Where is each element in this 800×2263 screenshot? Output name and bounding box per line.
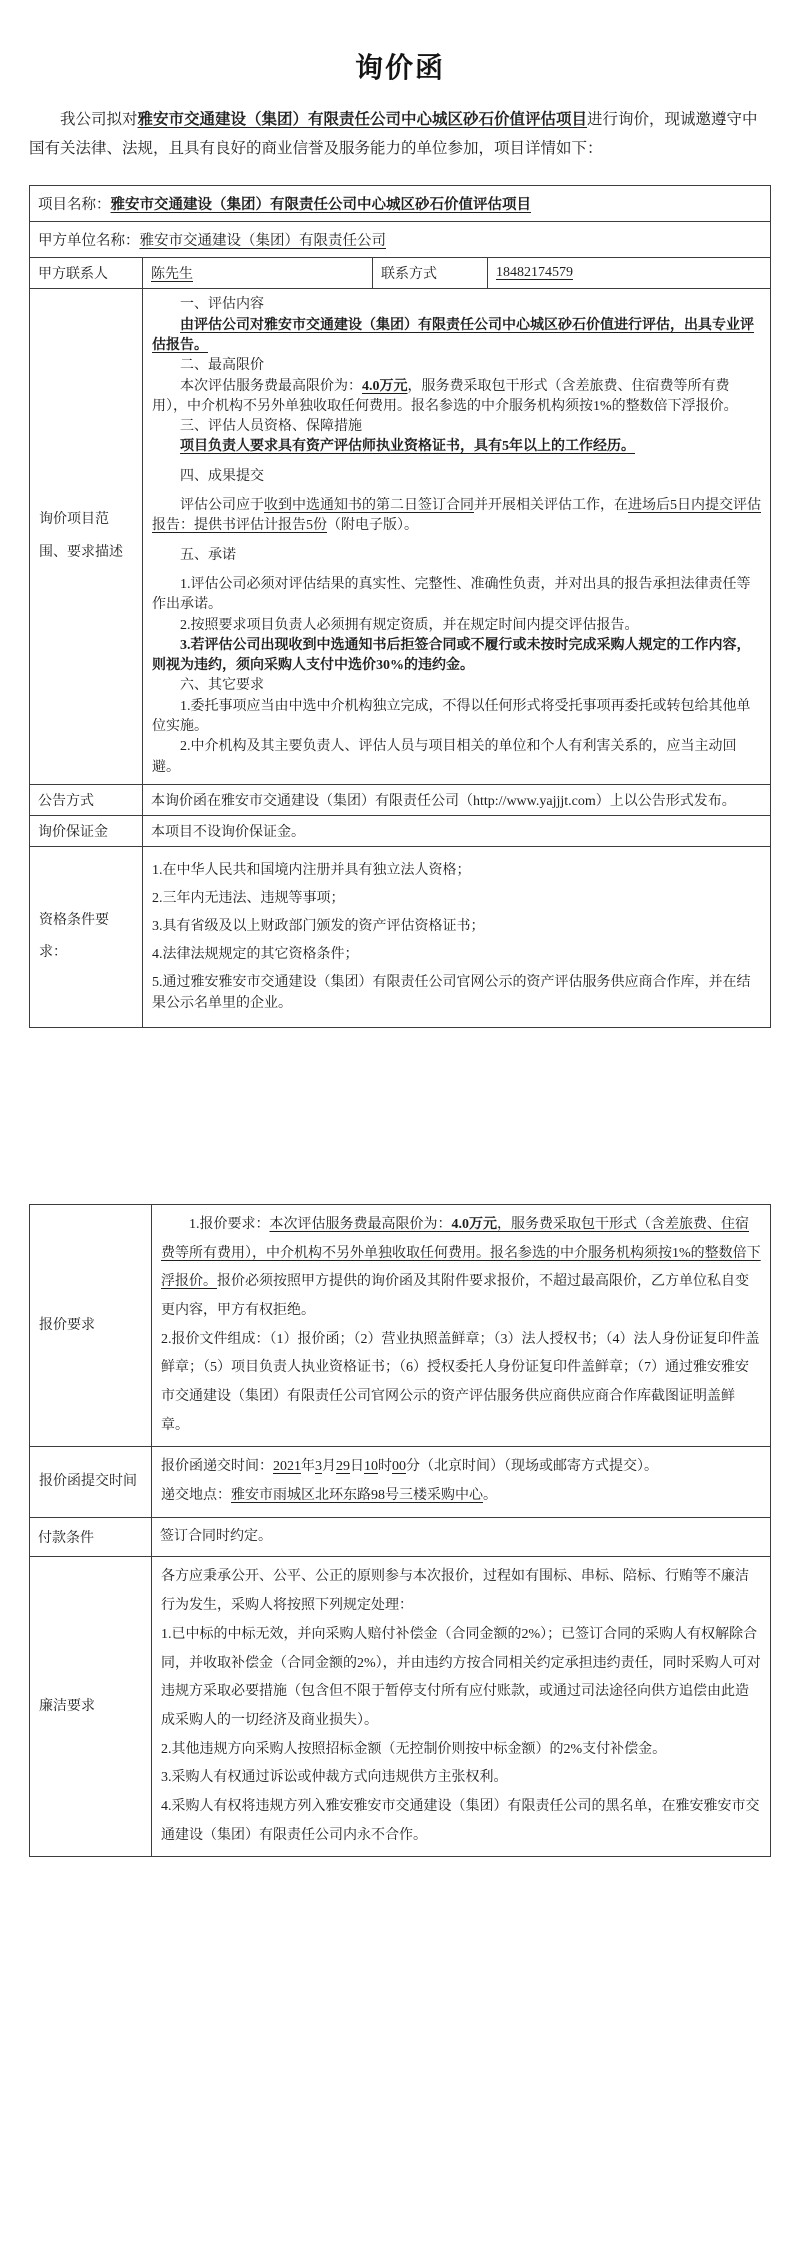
paragraph — [152, 972, 761, 1014]
quote-requirements-label-cell: 报价要求 — [30, 1204, 152, 1447]
paragraph — [161, 1326, 761, 1441]
announcement-value-cell: 本询价函在雅安市交通建设（集团）有限责任公司（http://www.yajjjt.com）上以公告形式发布。 — [143, 784, 771, 815]
intro-prefix: 我公司拟对 — [60, 111, 138, 128]
text-segment: 2.三年内无违法、违规等事项； — [152, 890, 345, 906]
text-segment: 3.具有省级及以上财政部门颁发的资产评估资格证书； — [152, 918, 485, 934]
paragraph — [161, 1793, 761, 1850]
paragraph — [161, 1453, 761, 1482]
row-qualification — [30, 846, 771, 1027]
text-segment: 4.0万元 — [451, 1216, 497, 1232]
quote-requirements-content-cell — [152, 1204, 771, 1447]
party-a-unit-cell — [30, 222, 771, 258]
text-segment: 四、成果提交 — [180, 468, 264, 484]
text-segment: 报价函递交时间： — [161, 1459, 273, 1475]
text-segment: 3 — [315, 1459, 322, 1475]
text-segment: 4.0万元 — [362, 378, 408, 394]
row-project-name — [30, 186, 771, 222]
text-segment: 收到中选通知书的第二日签订合同 — [264, 498, 474, 514]
scope-content-cell — [143, 289, 771, 785]
paragraph — [152, 697, 761, 738]
paragraph — [152, 616, 761, 636]
text-segment: 3.采购人有权通过诉讼或仲裁方式向违规供方主张权利。 — [161, 1770, 508, 1786]
row-payment-terms — [30, 1517, 771, 1557]
text-segment: 项目负责人要求具有资产评估师执业资格证书，具有5年以上的工作经历。 — [180, 439, 635, 455]
text-segment: 2.中介机构及其主要负责人、评估人员与项目相关的单位和个人有利害关系的，应当主动回避。 — [152, 739, 737, 775]
text-segment: 1.在中华人民共和国境内注册并具有独立法人资格； — [152, 862, 471, 878]
party-a-unit-label: 甲方单位名称： — [38, 233, 140, 250]
scope-label-cell: 询价项目范围、要求描述 — [30, 289, 143, 785]
paragraph — [152, 575, 761, 616]
row-submit-time — [30, 1447, 771, 1517]
paragraph — [161, 1736, 761, 1765]
contact-phone: 18482174579 — [496, 265, 573, 281]
phone-cell — [488, 258, 771, 289]
row-scope — [30, 289, 771, 785]
contact-name-cell — [143, 258, 373, 289]
text-segment: 由评估公司对雅安市交通建设（集团）有限责任公司中心城区砂石价值进行评估，出具专业评估报告。 — [152, 317, 754, 353]
text-segment: 分 — [406, 1459, 420, 1475]
text-segment: 六、其它要求 — [180, 678, 264, 694]
text-segment: 评估公司应于 — [180, 498, 264, 514]
document-title: 询价函 — [354, 53, 445, 84]
paragraph — [152, 377, 761, 418]
intro-project-name: 雅安市交通建设（集团）有限责任公司中心城区砂石价值评估项目 — [137, 111, 588, 128]
qualification-label-cell: 资格条件要求： — [30, 846, 143, 1027]
party-a-unit-value: 雅安市交通建设（集团）有限责任公司 — [139, 233, 386, 250]
text-segment: 4.法律法规规定的其它资格条件； — [152, 946, 359, 962]
payment-terms-value-cell: 签订合同时约定。 — [152, 1517, 771, 1557]
project-name-value: 雅安市交通建设（集团）有限责任公司中心城区砂石价值评估项目 — [110, 197, 531, 214]
text-segment: 并开展相关评估工作，在 — [474, 498, 628, 514]
deposit-value-cell: 本项目不设询价保证金。 — [143, 815, 771, 846]
paragraph — [152, 356, 761, 376]
text-segment: 1.委托事项应当由中选中介机构独立完成，不得以任何形式将受托事项再委托或转包给其他单位实施。 — [152, 698, 751, 734]
paragraph — [152, 437, 761, 457]
paragraph — [152, 737, 761, 778]
text-segment: （北京时间）（现场或邮寄方式提交）。 — [420, 1459, 658, 1475]
paragraph — [152, 944, 761, 965]
project-info-table — [29, 185, 771, 1028]
paragraph — [152, 860, 761, 881]
paragraph — [161, 1764, 761, 1793]
submit-time-label-cell: 报价函提交时间 — [30, 1447, 152, 1517]
text-segment: 1.评估公司必须对评估结果的真实性、完整性、准确性负责，并对出具的报告承担法律责任等作出承诺。 — [152, 576, 751, 613]
text-segment: 一、评估内容 — [180, 297, 264, 313]
row-deposit — [30, 815, 771, 846]
text-segment: 五、承诺 — [180, 547, 236, 563]
paragraph — [152, 496, 761, 537]
text-segment: 5.通过雅安雅安市交通建设（集团）有限责任公司官网公示的资产评估服务供应商合作库，并在结果公示名单里的企业。 — [152, 974, 751, 1011]
paragraph — [161, 1621, 761, 1736]
paragraph — [152, 467, 761, 487]
row-quote-requirements — [30, 1204, 771, 1447]
contact-name: 陈先生 — [151, 267, 193, 283]
contact-label-cell: 甲方联系人 — [30, 258, 143, 289]
paragraph — [152, 546, 761, 566]
text-segment: 29 — [336, 1459, 350, 1475]
text-segment: 时 — [378, 1459, 392, 1475]
row-party-a-unit — [30, 222, 771, 258]
paragraph — [161, 1211, 761, 1326]
paragraph — [152, 636, 761, 677]
deposit-label-cell: 询价保证金 — [30, 815, 143, 846]
phone-label-cell: 联系方式 — [373, 258, 488, 289]
text-segment: 1.已中标的中标无效，并向采购人赔付补偿金（合同金额的2%）；已签订合同的采购人有权解除合同，并收取补偿金（合同金额的2%），并由违约方按合同相关约定承担违约责任，同时采购人可对违规方采取必要措施（包含但不限于暂停支付所有应付账款，或通过司法途径向供方追偿由此造成采购人的一切经济及商业损失）。 — [161, 1626, 761, 1728]
text-segment: 3.若评估公司出现收到中选通知书后拒签合同或不履行或未按时完成采购人规定的工作内容，则视为违约，须向采购人支付中选价30%的违约金。 — [152, 637, 751, 674]
text-segment: 2.按照要求项目负责人必须拥有规定资质，并在规定时间内提交评估报告。 — [180, 617, 639, 633]
paragraph — [152, 676, 761, 696]
paragraph — [152, 316, 761, 357]
paragraph — [161, 1563, 761, 1620]
text-segment: 4.采购人有权将违规方列入雅安雅安市交通建设（集团）有限责任公司的黑名单，在雅安雅安市交通建设（集团）有限责任公司内永不合作。 — [161, 1798, 760, 1843]
row-integrity — [30, 1557, 771, 1857]
row-announcement — [30, 784, 771, 815]
paragraph — [152, 295, 761, 315]
text-segment: 1.报价要求： — [189, 1216, 270, 1232]
payment-terms-label-cell: 付款条件 — [30, 1517, 152, 1557]
text-segment: 年 — [301, 1459, 315, 1475]
intro-paragraph — [29, 106, 771, 163]
text-segment: 递交地点： — [161, 1488, 231, 1504]
paragraph — [152, 916, 761, 937]
text-segment: 报价必须按照甲方提供的询价函及其附件要求报价，不超过最高限价，乙方单位私自变更内容，甲方有权拒绝。 — [161, 1274, 749, 1318]
integrity-label-cell: 廉洁要求 — [30, 1557, 152, 1857]
submit-time-content-cell — [152, 1447, 771, 1517]
intro-suffix: 进行询价，现诚邀遵守中国有关法律、法规，且具有良好的商业信誉及服务能力的单位参加，项目详情如下： — [29, 111, 758, 157]
project-name-cell — [30, 186, 771, 222]
text-segment: 本次评估服务费最高限价为： — [269, 1216, 452, 1232]
row-contact — [30, 258, 771, 289]
qualification-content-cell — [143, 846, 771, 1027]
text-segment: 。 — [483, 1488, 497, 1504]
text-segment: ，服务费采取包干形式（含差旅费、住宿费等所有费用），中介机构不另外单独收取任何费用。报名参选的中介服务机构须按1%的整数倍下浮报价。 — [161, 1216, 761, 1290]
text-segment: ，服务费采取包干形式（含差旅费、住宿费等所有费用），中介机构不另外单独收取任何费用。报名参选的中介服务机构须按1%的整数倍下浮报价。 — [152, 378, 738, 414]
text-segment: 雅安市雨城区北环东路98号三楼采购中心 — [231, 1488, 483, 1504]
text-segment: 二、最高限价 — [180, 358, 264, 374]
integrity-content-cell — [152, 1557, 771, 1857]
paragraph — [152, 888, 761, 909]
text-segment: 进场后5日内提交评估报告：提供书评估计报告5份 — [152, 498, 761, 534]
text-segment: 日 — [350, 1459, 364, 1475]
text-segment: 2.其他违规方向采购人按照招标金额（无控制价则按中标金额）的2%支付补偿金。 — [161, 1741, 667, 1757]
quotation-requirements-table — [29, 1204, 771, 1857]
text-segment: 各方应秉承公开、公平、公正的原则参与本次报价，过程如有围标、串标、陪标、行贿等不廉洁行为发生，采购人将按照下列规定处理： — [161, 1569, 749, 1614]
paragraph — [161, 1482, 761, 1511]
text-segment: 月 — [322, 1459, 336, 1475]
text-segment: 00 — [392, 1459, 406, 1475]
text-segment: 三、评估人员资格、保障措施 — [180, 419, 362, 435]
text-segment: 10 — [364, 1459, 378, 1475]
text-segment: 2.报价文件组成：（1）报价函；（2）营业执照盖鲜章；（3）法人授权书；（4）法人身份证复印件盖鲜章；（5）项目负责人执业资格证书；（6）授权委托人身份证复印件盖鲜章；（7）通过雅安雅安市交通建设（集团）有限责任公司官网公示的资产评估服务供应商供应商合作库截图证明盖鲜章。 — [161, 1331, 760, 1433]
paragraph — [152, 417, 761, 437]
text-segment: （附电子版）。 — [327, 518, 418, 534]
announcement-label-cell: 公告方式 — [30, 784, 143, 815]
project-name-label: 项目名称： — [38, 197, 111, 214]
text-segment: 本次评估服务费最高限价为： — [180, 378, 362, 394]
text-segment: 2021 — [273, 1459, 301, 1475]
